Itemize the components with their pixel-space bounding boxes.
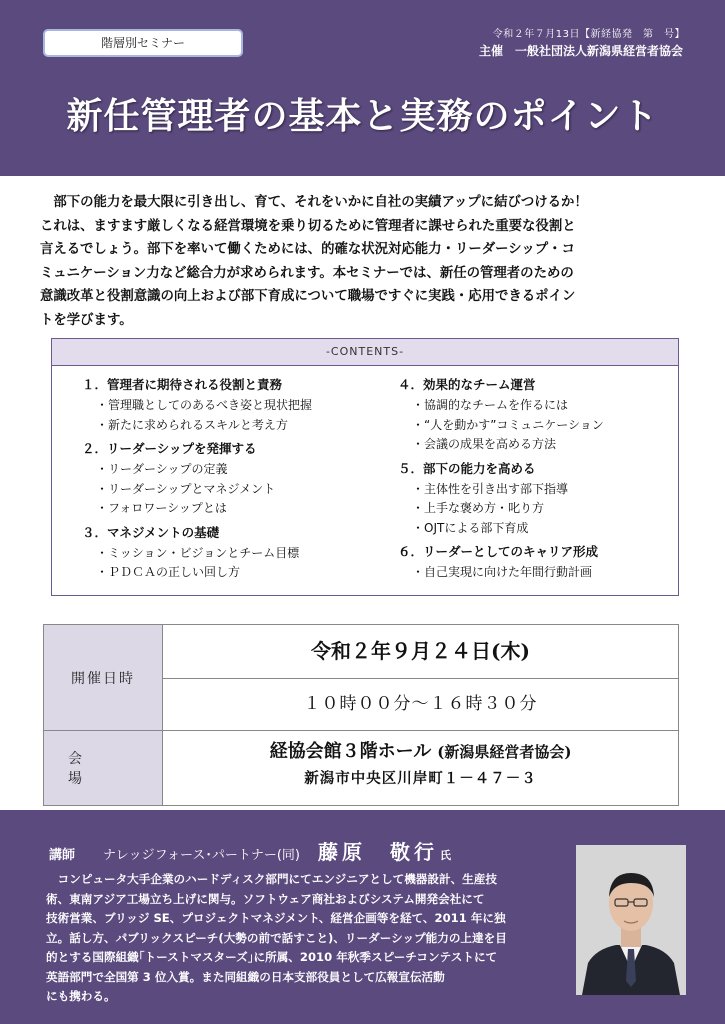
bio-line: 立。話し方、パブリックスピーチ(大勢の前で話すこと)、リーダーシップ能力の上達を目	[46, 930, 507, 945]
date-label: 開催日時	[44, 625, 162, 731]
portrait-icon	[576, 845, 686, 995]
intro-line: 部下の能力を最大限に引き出し、育て、それをいかに自社の実績アップに結びつけるか！	[40, 195, 588, 210]
contents-item: ・管理職としてのあるべき姿と現状把握	[96, 398, 313, 412]
contents-heading: -CONTENTS-	[52, 339, 678, 366]
bio-line: 術、東南アジア工場立ち上げに関与。ソフトウェア商社およびシステム開発会社にて	[46, 891, 485, 906]
contents-section-title: ２．リーダーシップを発揮する	[82, 441, 257, 456]
bio-line: 的とする国際組織｢トーストマスターズ｣に所属、2010 年秋季スピーチコンテストにて	[46, 950, 498, 964]
document-number: 令和２年７月13日【新経協発 第 号】	[492, 29, 685, 40]
contents-box	[51, 338, 679, 596]
contents-item: ・主体性を引き出す部下指導	[412, 481, 569, 496]
intro-line: 言えるでしょう。部下を率いて働くためには、的確な状況対応能力・リーダーシップ・コ	[40, 242, 575, 257]
lecturer-label: 講師	[49, 848, 76, 863]
contents-item: ・会議の成果を高める方法	[412, 437, 557, 451]
table-divider	[44, 730, 678, 731]
lecturer-name: 藤原 敬行	[317, 840, 438, 864]
event-date: 令和２年９月２４日(木)	[311, 639, 530, 663]
lecturer-photo	[576, 845, 686, 995]
event-time: １０時００分～１６時３０分	[303, 694, 538, 714]
contents-section-title: １．管理者に期待される役割と責務	[82, 377, 283, 392]
contents-left-column	[82, 371, 382, 583]
contents-item: ・“人を動かす”コミュニケーション	[412, 417, 604, 432]
contents-item: ・リーダーシップとマネジメント	[96, 481, 276, 496]
venue-label: 会 場	[44, 731, 162, 805]
bio-line: 英語部門で全国第 3 位入賞。また同組織の日本支部役員として広報宣伝活動	[46, 969, 445, 984]
contents-item: ・ＰＤＣＡの正しい回し方	[96, 565, 241, 579]
contents-right-column	[398, 371, 668, 583]
intro-line: ミュニケーション力など総合力が求められます。本セミナーでは、新任の管理者のための	[40, 265, 574, 281]
lecturer-honorific: 氏	[439, 849, 451, 862]
schedule-table	[43, 624, 679, 806]
contents-item: ・リーダーシップの定義	[96, 462, 228, 476]
intro-text	[40, 191, 688, 332]
contents-item: ・自己実現に向けた年間行動計画	[412, 565, 593, 579]
contents-item: ・協調的なチームを作るには	[412, 398, 569, 412]
contents-item: ・ミッション・ビジョンとチーム目標	[96, 545, 300, 560]
header-band	[0, 0, 725, 176]
contents-item: ・OJTによる部下育成	[412, 520, 529, 535]
contents-section-title: ５．部下の能力を高める	[398, 460, 536, 476]
lecturer-role: ナレッジフォース･パートナー(同)	[103, 848, 300, 863]
contents-item: ・上手な褒め方・叱り方	[412, 501, 545, 515]
venue-sub: (新潟県経営者協会)	[437, 743, 572, 761]
contents-section-title: ４．効果的なチーム運営	[398, 377, 536, 392]
lecturer-band	[0, 810, 725, 1024]
contents-section-title: ６．リーダーとしてのキャリア形成	[398, 544, 599, 559]
intro-line: トを学びます。	[40, 312, 133, 328]
lecturer-bio	[46, 870, 564, 1007]
seminar-type-tag: 階層別セミナー	[43, 29, 243, 57]
venue-address: 新潟市中央区川岸町１－４７－３	[304, 770, 537, 787]
lecturer-line	[49, 836, 451, 865]
contents-item: ・フォロワーシップとは	[96, 501, 227, 515]
organizer: 主催 一般社団法人新潟県経営者協会	[478, 44, 683, 58]
event-venue	[163, 737, 678, 763]
page-title: 新任管理者の基本と実務のポイント	[66, 96, 659, 137]
bio-line: 技術営業、ブリッジ SE、プロジェクトマネジメント、経営企画等を経て、2011 年に独	[46, 911, 506, 925]
venue-name: 経協会館３階ホール	[269, 741, 432, 762]
bio-line: にも携わる。	[46, 989, 116, 1003]
contents-section-title: ３．マネジメントの基礎	[82, 524, 220, 540]
bio-line: コンピュータ大手企業のハードディスク部門にてエンジニアとして機器設計、生産技	[46, 872, 497, 886]
intro-line: 意識改革と役割意識の向上および部下育成について職場ですぐに実践・応用できるポイン	[40, 289, 576, 304]
contents-item: ・新たに求められるスキルと考え方	[96, 417, 288, 432]
intro-line: これは、ますます厳しくなる経営環境を乗り切るために管理者に課せられた重要な役割と	[40, 218, 576, 234]
